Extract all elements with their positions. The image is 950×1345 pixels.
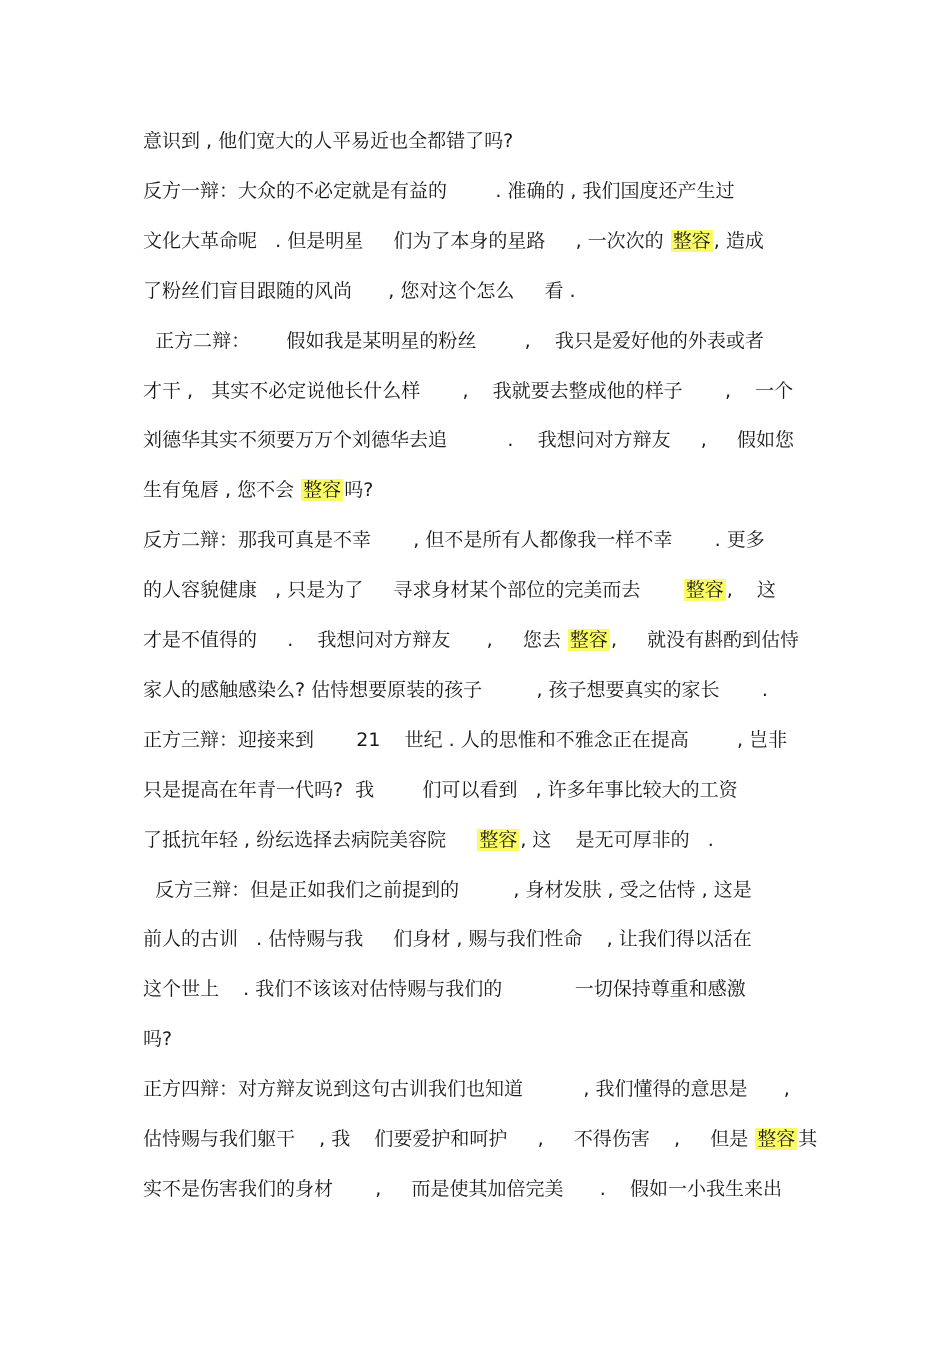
text-run: 了粉丝们盲目跟随的风尚 , 您对这个怎么 看 . (143, 280, 576, 302)
text-line (143, 276, 813, 306)
text-run: 的人容貌健康 , 只是为了 寻求身材某个部位的完美而去 (143, 579, 683, 601)
highlighted-term: 整容 (303, 479, 342, 501)
highlighted-term: 整容 (757, 1128, 796, 1150)
text-line (143, 725, 813, 755)
text-line (143, 1074, 813, 1104)
text-line (143, 475, 813, 505)
text-run: 家人的感触感染么? 估恃想要原装的孩子 , 孩子想要真实的家长 . (143, 679, 768, 701)
text-run: 其 (798, 1128, 818, 1150)
text-run: 前人的古训 . 估恃赐与我 们身材 , 赐与我们性命 , 让我们得以活在 (143, 928, 752, 950)
text-run: 实不是伤害我们的身材 , 而是使其加倍完美 . 假如一小我生来出 (143, 1178, 782, 1200)
text-line (143, 625, 813, 655)
text-line (143, 775, 813, 805)
text-run: 反方一辩：大众的不必定就是有益的 . 准确的 , 我们国度还产生过 (143, 180, 735, 202)
text-run: 刘德华其实不须要万万个刘德华去追 . 我想问对方辩友 , 假如您 (143, 429, 795, 451)
text-run: 才干 , 其实不必定说他长什么样 , 我就要去整成他的样子 , 一个 (143, 380, 794, 402)
text-line (143, 425, 813, 455)
text-line (143, 924, 813, 954)
text-line (143, 326, 813, 356)
text-run: , 就没有斟酌到估恃 (610, 629, 800, 651)
text-run: 生有兔唇 , 您不会 (143, 479, 301, 501)
text-line (143, 176, 813, 206)
text-line (143, 575, 813, 605)
highlighted-term: 整容 (685, 579, 724, 601)
text-run: 这个世上 . 我们不该该对估恃赐与我们的 一切保持尊重和感激 (143, 978, 746, 1000)
highlighted-term: 整容 (569, 629, 608, 651)
text-line (143, 1024, 813, 1054)
text-line (143, 525, 813, 555)
text-run: , 造成 (713, 230, 764, 252)
text-run: 吗? (344, 479, 374, 501)
text-run: 意识到 , 他们宽大的人平易近也全都错了吗? (143, 130, 514, 152)
text-run: 正方三辩：迎接来到 21 世纪 . 人的思惟和不雅念正在提高 , 岂非 (143, 729, 788, 751)
highlighted-term: 整容 (672, 230, 711, 252)
text-line (143, 376, 813, 406)
text-run: 正方四辩：对方辩友说到这句古训我们也知道 , 我们懂得的意思是 , (143, 1078, 790, 1100)
text-line (143, 675, 813, 705)
text-line (143, 1174, 813, 1204)
text-line (143, 974, 813, 1004)
text-run: 反方二辩：那我可真是不幸 , 但不是所有人都像我一样不幸 . 更多 (143, 529, 765, 551)
text-line (143, 1124, 818, 1154)
highlighted-term: 整容 (479, 829, 518, 851)
text-run: 吗? (143, 1028, 173, 1050)
text-run: 只是提高在年青一代吗? 我 们可以看到 , 许多年事比较大的工资 (143, 779, 738, 801)
text-run: 估恃赐与我们躯干 , 我 们要爱护和呵护 , 不得伤害 , 但是 (143, 1128, 755, 1150)
text-run: , 这 是无可厚非的 . (520, 829, 714, 851)
text-line (143, 126, 813, 156)
text-run: , 这 (726, 579, 776, 601)
text-run: 反方三辩：但是正如我们之前提到的 , 身材发肤 , 受之估恃 , 这是 (143, 879, 752, 901)
text-line (143, 825, 813, 855)
text-run: 文化大革命呢 . 但是明星 们为了本身的星路 , 一次次的 (143, 230, 670, 252)
text-run: 才是不值得的 . 我想问对方辩友 , 您去 (143, 629, 567, 651)
text-line (143, 875, 813, 905)
text-line (143, 226, 813, 256)
text-run: 正方二辩： 假如我是某明星的粉丝 , 我只是爱好他的外表或者 (143, 330, 764, 352)
text-run: 了抵抗年轻 , 纷纭选择去病院美容院 (143, 829, 477, 851)
